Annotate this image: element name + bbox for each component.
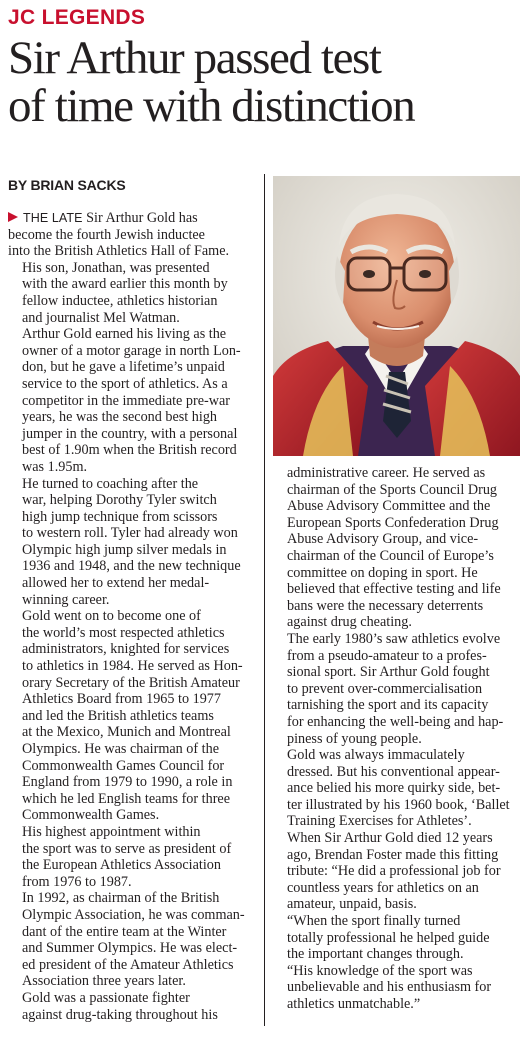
text-line: amateur, unpaid, basis. — [287, 896, 417, 913]
triangle-marker-icon — [8, 212, 18, 222]
text-line: When Sir Arthur Gold died 12 years — [287, 830, 493, 847]
text-line: Olympic Association, he was comman- — [22, 906, 245, 923]
text-line: allowed her to extend her medal- — [22, 575, 210, 592]
text-line: bans were the necessary deterrents — [287, 597, 484, 614]
text-line: from a pseudo-amateur to a profes- — [287, 647, 487, 664]
para-intro — [8, 210, 258, 260]
text-line: chairman of the Council of Europe’s — [287, 547, 494, 564]
text-line: Commonwealth Games Council for — [22, 757, 225, 774]
text-line: In 1992, as chairman of the British — [22, 890, 220, 907]
headline — [8, 34, 528, 130]
text-line: ago, Brendan Foster made this fitting — [287, 846, 499, 863]
para-quote-1 — [273, 913, 525, 963]
para-fighter-start — [8, 990, 258, 1023]
byline: BY BRIAN SACKS — [8, 177, 126, 193]
text-line: jumper in the country, with a personal — [22, 425, 238, 442]
text-line: service to the sport of athletics. As a — [22, 375, 228, 392]
para-commandant — [8, 890, 258, 990]
para-coaching — [8, 476, 258, 609]
portrait-illustration — [273, 176, 520, 456]
text-line: high jump technique from scissors — [22, 508, 218, 525]
text-line: Athletics Board from 1965 to 1977 — [22, 691, 221, 708]
text-line: administrative career. He served as — [287, 465, 486, 481]
para-quote-2 — [273, 963, 525, 1013]
text-line: Abuse Advisory Group, and vice- — [287, 531, 479, 548]
text-line: believed that effective testing and life — [287, 581, 501, 598]
text-line: ter illustrated by his 1960 book, ‘Ballet — [287, 796, 510, 813]
text-line: England from 1979 to 1990, a role in — [22, 774, 233, 791]
text-line: tribute: “He did a professional job for — [287, 863, 501, 880]
para-1980s — [273, 631, 525, 747]
text-line: to prevent over-commercialisation — [287, 680, 483, 697]
text-line: against drug cheating. — [287, 614, 412, 631]
text-line: to athletics in 1984. He served as Hon- — [22, 658, 243, 675]
column-divider — [264, 174, 265, 1026]
text-line: totally professional he helped guide — [287, 929, 490, 946]
text-line: orary Secretary of the British Amateur — [22, 674, 240, 691]
text-line: against drug-taking throughout his — [22, 1006, 218, 1023]
text-line: and journalist Mel Watman. — [22, 309, 180, 326]
text-line — [8, 210, 258, 227]
text-line: Gold went on to become one of — [22, 608, 201, 625]
text-line: administrators, knighted for services — [22, 641, 230, 658]
text-line: piness of young people. — [287, 730, 422, 747]
para-foster — [273, 830, 525, 913]
para-european — [8, 824, 258, 890]
text-line: ance belied his more quirky side, bet- — [287, 780, 501, 797]
text-line: the world’s most respected athletics — [22, 624, 225, 641]
article-column-left — [8, 210, 258, 1023]
para-award — [8, 260, 258, 326]
text-line: from 1976 to 1987. — [22, 873, 132, 890]
text-line: Gold was a passionate fighter — [22, 989, 190, 1006]
text-line: His son, Jonathan, was presented — [22, 259, 210, 276]
text-line: Arthur Gold earned his living as the — [22, 326, 227, 343]
text-line: Abuse Advisory Committee and the — [287, 498, 491, 515]
text-line: unbelievable and his enthusiasm for — [287, 979, 492, 996]
text-line: don, but he gave a lifetime’s unpaid — [22, 359, 225, 376]
text-line: dressed. But his conventional appear- — [287, 763, 500, 780]
text-line: Association three years later. — [22, 973, 186, 990]
text-line: ed president of the Amateur Athletics — [22, 956, 234, 973]
text-line: Olympic high jump silver medals in — [22, 541, 227, 558]
text-line: and Summer Olympics. He was elect- — [22, 940, 238, 957]
text-line: owner of a motor garage in north Lon- — [22, 342, 241, 359]
text-line: was 1.95m. — [22, 458, 88, 475]
text-line: best of 1.90m when the British record — [22, 442, 237, 459]
para-fighter-cont — [273, 465, 525, 631]
text-line: with the award earlier this month by — [22, 276, 228, 293]
text-line: He turned to coaching after the — [22, 475, 199, 492]
text-line: dant of the entire team at the Winter — [22, 923, 227, 940]
article-column-right — [273, 465, 525, 1013]
text-line: chairman of the Sports Council Drug — [287, 481, 498, 498]
lead-caps: THE LATE — [23, 211, 83, 225]
text-line: and led the British athletics teams — [22, 707, 214, 724]
text-line: become the fourth Jewish inductee — [8, 226, 205, 243]
text-line: war, helping Dorothy Tyler switch — [22, 492, 217, 509]
lead-line-rest: Sir Arthur Gold has — [82, 210, 198, 226]
text-line: Olympics. He was chairman of the — [22, 741, 219, 757]
text-line: His highest appointment within — [22, 823, 201, 840]
text-line: sional sport. Sir Arthur Gold fought — [287, 664, 490, 681]
text-line: competitor in the immediate pre-war — [22, 392, 231, 409]
text-line: the European Athletics Association — [22, 857, 221, 874]
text-line: the sport was to serve as president of — [22, 840, 232, 857]
text-line: European Sports Confederation Drug — [287, 514, 499, 531]
text-line: 1936 and 1948, and the new technique — [22, 558, 241, 575]
text-line: which he led English teams for three — [22, 790, 231, 807]
text-line: at the Mexico, Munich and Montreal — [22, 724, 231, 741]
text-line: into the British Athletics Hall of Fame. — [8, 243, 230, 260]
text-line: the important changes through. — [287, 946, 464, 963]
text-line: fellow inductee, athletics historian — [22, 292, 218, 309]
text-line: The early 1980’s saw athletics evolve — [287, 630, 501, 647]
text-line: for enhancing the well-being and hap- — [287, 713, 504, 730]
headline-line-2: of time with distinction — [8, 80, 415, 132]
para-career — [8, 326, 258, 475]
text-line: “When the sport finally turned — [287, 913, 461, 930]
para-dressed — [273, 747, 525, 830]
text-line: years, he was the second best high — [22, 409, 218, 426]
text-line: committee on doping in sport. He — [287, 564, 478, 581]
portrait-photo — [273, 176, 520, 456]
headline-line-1: Sir Arthur passed test — [8, 32, 381, 84]
text-line: Training Exercises for Athletes’. — [287, 813, 472, 830]
text-line: Commonwealth Games. — [22, 807, 160, 824]
section-kicker: JC LEGENDS — [8, 6, 146, 29]
text-line: countless years for athletics on an — [287, 879, 479, 896]
para-administrator — [8, 608, 258, 824]
text-line: tarnishing the sport and its capacity — [287, 697, 489, 714]
text-line: to western roll. Tyler had already won — [22, 525, 238, 542]
text-line: Gold was always immaculately — [287, 747, 465, 764]
text-line: athletics unmatchable.” — [287, 996, 421, 1012]
text-line: “His knowledge of the sport was — [287, 962, 473, 979]
text-line: winning career. — [22, 591, 110, 608]
